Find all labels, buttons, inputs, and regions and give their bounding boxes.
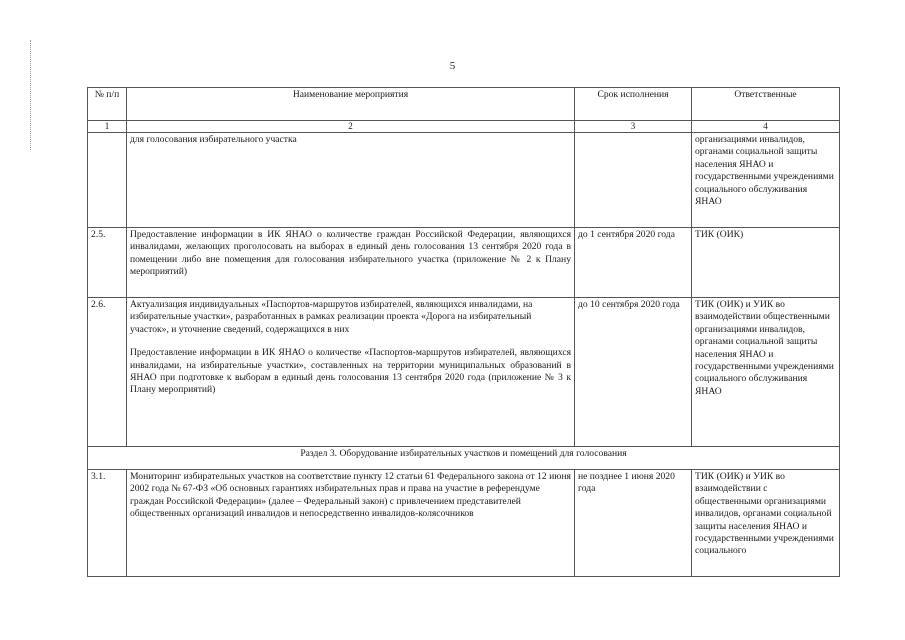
column-numbers-row [88,121,840,133]
row-responsible: ТИК (ОИК) и УИК во взаимодействии с общественными организациями инвалидов, органами социальной защиты населения ЯНАО и государственными учреждениями социального [692,470,840,577]
row-event-name-part2: Предоставление информации в ИК ЯНАО о количестве «Паспортов-маршрутов избирателей, являющихся инвалидами, на избирательные участки», составленных на территории муниципальных образований в ЯНАО при подготовке к выборам в единый день голосования 13 сентября 2020 года (приложение № 3 к Плану мероприятий) [130,347,571,396]
section-heading-row [88,447,840,470]
column-number: 1 [88,121,127,133]
table-header-row [88,88,840,121]
row-responsible: организациями инвалидов, органами социальной защиты населения ЯНАО и государственными учреждениями социального обслуживания ЯНАО [692,133,840,228]
row-event-name-cell [127,298,575,447]
row-deadline: не позднее 1 июня 2020 года [575,470,692,577]
row-num: 3.1. [88,470,127,577]
column-number: 4 [692,121,840,133]
table-row [88,470,840,577]
row-responsible: ТИК (ОИК) и УИК во взаимодействии общественными организациями инвалидов, органами социальной защиты населения ЯНАО и государственными учреждениями социального обслуживания ЯНАО [692,298,840,447]
table-row [88,298,840,447]
row-event-name: для голосования избирательного участка [127,133,575,228]
column-number: 3 [575,121,692,133]
section-heading: Раздел 3. Оборудование избирательных участков и помещений для голосования [88,447,840,470]
row-deadline: до 1 сентября 2020 года [575,228,692,298]
events-plan-table [87,87,840,577]
row-event-name: Мониторинг избирательных участков на соответствие пункту 12 статьи 61 Федерального закона от 12 июня 2002 года № 67-ФЗ «Об основных гарантиях избирательных прав и права на участие в референдуме граждан Российской Федерации» (далее – Федеральный закон) с привлечением представителей общественных организаций инвалидов и непосредственно инвалидов-колясочников [127,470,575,577]
table-row [88,228,840,298]
row-num [88,133,127,228]
column-number: 2 [127,121,575,133]
table-row [88,133,840,228]
header-num: № п/п [88,88,127,121]
header-name: Наименование мероприятия [127,88,575,121]
header-deadline: Срок исполнения [575,88,692,121]
row-responsible: ТИК (ОИК) [692,228,840,298]
row-event-name: Предоставление информации в ИК ЯНАО о количестве граждан Российской Федерации, являющихся инвалидами, желающих проголосовать на выборах в единый день голосования 13 сентября 2020 года в помещении либо вне помещения для голосования избирательного участка (приложение № 2 к Плану мероприятий) [127,228,575,298]
row-deadline: до 10 сентября 2020 года [575,298,692,447]
page-number: 5 [449,60,456,72]
row-num: 2.5. [88,228,127,298]
row-deadline [575,133,692,228]
row-num: 2.6. [88,298,127,447]
header-responsible: Ответственные [692,88,840,121]
binding-margin-line [30,40,31,150]
row-event-name-part1: Актуализация индивидуальных «Паспортов-маршрутов избирателей, являющихся инвалидами, на избирательные участки», разработанных в рамках реализации проекта «Дорога на избирательный участок», и уточнение сведений, содержащихся в них [130,299,533,335]
